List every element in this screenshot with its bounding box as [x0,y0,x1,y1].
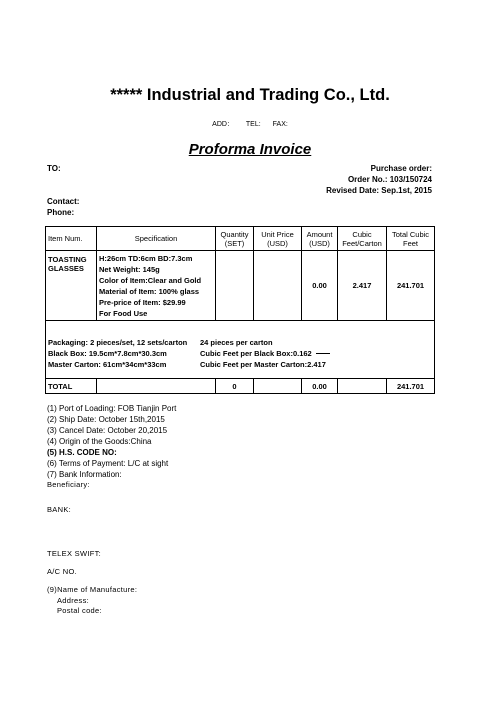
invoice-table [45,226,435,394]
total-cubic-empty [338,379,387,394]
manufacturer-postal-label: Postal code: [57,606,102,615]
item-name: TOASTING GLASSES [46,251,97,321]
packing-info [46,321,435,379]
item-specification [97,251,216,321]
beneficiary-label: Beneficiary: [47,480,90,489]
manufacturer-address-label: Address: [57,596,89,605]
purchase-order-label: Purchase order: [370,164,432,173]
contact-label: Contact: [47,197,80,206]
spec-line: Material of Item: 100% glass [99,287,200,296]
table-header-row [46,227,435,251]
document-title: Proforma Invoice [188,141,312,158]
term-port: (1) Port of Loading: FOB Tianjin Port [47,404,177,413]
fax-label: FAX: [272,121,288,128]
item-cubic: 2.417 [338,251,387,321]
pieces-per-carton: 24 pieces per carton [200,337,273,347]
total-row [46,379,435,394]
header-unit-price: Unit Price (USD) [254,227,302,251]
phone-label: Phone: [47,208,75,217]
company-name: ***** Industrial and Trading Co., Ltd. [110,86,390,104]
black-box-cubic: Cubic Feet per Black Box:0.162 [200,348,312,358]
master-carton-size: Master Carton: 61cm*34cm*33cm [48,359,167,369]
spec-line: For Food Use [99,309,148,318]
total-label: TOTAL [46,379,97,394]
term-payment: (6) Terms of Payment: L/C at sight [47,459,169,468]
spec-line: Pre-price of Item: $29.99 [99,298,186,307]
total-amount: 0.00 [302,379,338,394]
black-box-size: Black Box: 19.5cm*7.8cm*30.3cm [48,348,167,358]
spec-line: Net Weight: 145g [99,265,160,274]
term-hs-code: (5) H.S. CODE NO: [47,448,117,457]
arrow-line [316,353,330,354]
packing-row [46,321,435,379]
header-amount: Amount (USD) [302,227,338,251]
manufacturer-label: (9)Name of Manufacture: [47,585,138,594]
packaging-text: Packaging: 2 pieces/set, 12 sets/carton [48,337,188,347]
order-number: Order No.: 103/150724 [347,175,432,184]
company-contact-line [0,119,500,129]
item-unit-price [254,251,302,321]
address-label: ADD： [212,121,234,128]
total-unit-price-empty [254,379,302,394]
master-carton-cubic: Cubic Feet per Master Carton:2.417 [200,359,326,369]
to-label: TO: [47,164,61,173]
total-spec-empty [97,379,216,394]
item-quantity [216,251,254,321]
header-qty: Quantity (SET) [216,227,254,251]
total-cubic-feet: 241.701 [387,379,435,394]
total-quantity: 0 [216,379,254,394]
term-ship-date: (2) Ship Date: October 15th,2015 [47,415,165,424]
item-total-cubic: 241.701 [387,251,435,321]
revised-date: Revised Date: Sep.1st, 2015 [326,186,432,195]
account-number-label: A/C NO. [47,567,78,576]
spec-line: Color of Item:Clear and Gold [99,276,202,285]
telex-swift-label: TELEX SWIFT: [47,549,102,558]
term-cancel-date: (3) Cancel Date: October 20,2015 [47,426,168,435]
header-cubic: Cubic Feet/Carton [338,227,387,251]
term-bank-info: (7) Bank Information: [47,470,122,479]
spec-line: H:26cm TD:6cm BD:7.3cm [99,254,193,263]
term-origin: (4) Origin of the Goods:China [47,437,152,446]
header-total-cubic: Total Cubic Feet [387,227,435,251]
header-spec: Specification [97,227,216,251]
header-item: Item Num. [46,227,97,251]
item-amount: 0.00 [302,251,338,321]
table-row [46,251,435,321]
bank-label: BANK: [47,505,72,514]
tel-label: TEL: [245,121,261,128]
